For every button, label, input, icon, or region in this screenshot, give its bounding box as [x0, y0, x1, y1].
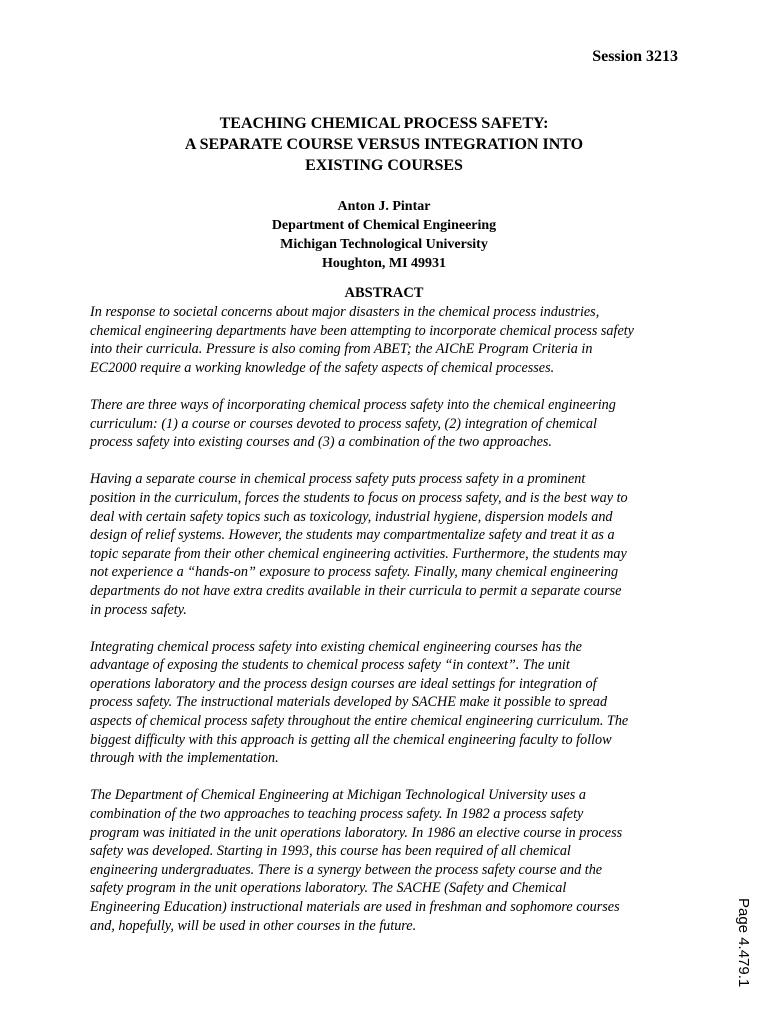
- abstract-line: program was initiated in the unit operations laboratory. In 1986 an elective course in process: [90, 824, 623, 841]
- title-line: A SEPARATE COURSE VERSUS INTEGRATION INTO: [184, 136, 584, 153]
- abstract-line: EC2000 require a working knowledge of the safety aspects of chemical processes.: [90, 359, 555, 376]
- abstract-line: The Department of Chemical Engineering at Michigan Technological University uses a: [90, 787, 586, 804]
- abstract-line: Having a separate course in chemical process safety puts process safety in a prominent: [90, 471, 586, 488]
- abstract-line: aspects of chemical process safety throughout the entire chemical engineering curriculum. The: [90, 713, 629, 730]
- abstract-line: There are three ways of incorporating chemical process safety into the chemical engineering: [90, 396, 616, 413]
- author-location: Houghton, MI 49931: [321, 256, 447, 271]
- abstract-line: into their curricula. Pressure is also coming from ABET; the AIChE Program Criteria in: [90, 341, 593, 358]
- author-department: Department of Chemical Engineering: [271, 218, 497, 233]
- paper-title: [90, 113, 678, 176]
- page-number: Page 4.479.1: [735, 898, 752, 988]
- abstract-line: not experience a “hands-on” exposure to process safety. Finally, many chemical engineering: [90, 564, 619, 581]
- abstract-paragraph: [90, 396, 690, 452]
- abstract-line: curriculum: (1) a course or courses devoted to process safety, (2) integration of chemical: [90, 415, 597, 432]
- abstract-paragraph: [90, 303, 690, 377]
- abstract-line: departments do not have extra credits available in their curricula to permit a separate course: [90, 582, 622, 599]
- abstract-line: process safety. The instructional materials developed by SACHE make it possible to spread: [90, 694, 608, 711]
- abstract-line: deal with certain safety topics such as toxicology, industrial hygiene, dispersion models and: [90, 508, 613, 525]
- title-line: TEACHING CHEMICAL PROCESS SAFETY:: [219, 115, 549, 132]
- abstract-body: [90, 303, 690, 935]
- abstract-line: advantage of exposing the students to chemical process safety “in context”. The unit: [90, 657, 570, 674]
- abstract-line: in process safety.: [90, 601, 187, 618]
- abstract-paragraph: [90, 470, 690, 619]
- author-university: Michigan Technological University: [280, 237, 488, 252]
- abstract-line: safety was developed. Starting in 1993, this course has been required of all chemical: [90, 843, 571, 860]
- abstract-line: process safety into existing courses and (3) a combination of the two approaches.: [90, 434, 552, 451]
- abstract-line: Engineering Education) instructional materials are used in freshman and sophomore courses: [90, 899, 620, 915]
- abstract-line: engineering undergraduates. There is a synergy between the process safety course and the: [90, 861, 603, 878]
- abstract-line: topic separate from their other chemical engineering activities. Furthermore, the students may: [90, 545, 627, 562]
- author-affiliation: [90, 197, 678, 273]
- abstract-line: safety program in the unit operations laboratory. The SACHE (Safety and Chemical: [90, 880, 567, 897]
- abstract-heading: ABSTRACT: [344, 285, 424, 301]
- session-number: Session 3213: [592, 48, 678, 65]
- abstract-line: biggest difficulty with this approach is getting all the chemical engineering faculty to follow: [90, 731, 612, 748]
- abstract-line: combination of the two approaches to teaching process safety. In 1982 a process safety: [90, 806, 584, 823]
- abstract-line: position in the curriculum, forces the students to focus on process safety, and is the best way to: [90, 489, 628, 506]
- abstract-line: chemical engineering departments have been attempting to incorporate chemical process safety: [90, 322, 634, 339]
- abstract-line: Integrating chemical process safety into existing chemical engineering courses has the: [90, 638, 582, 655]
- abstract-line: through with the implementation.: [90, 750, 279, 767]
- abstract-paragraph: [90, 638, 690, 768]
- abstract-line: and, hopefully, will be used in other courses in the future.: [90, 917, 417, 934]
- title-line: EXISTING COURSES: [305, 157, 463, 174]
- abstract-line: In response to societal concerns about major disasters in the chemical process industries,: [90, 304, 600, 320]
- abstract-line: design of relief systems. However, the students may compartmentalize safety and treat it as a: [90, 527, 615, 544]
- author-name: Anton J. Pintar: [337, 199, 431, 214]
- abstract-paragraph: [90, 786, 690, 935]
- abstract-line: operations laboratory and the process design courses are ideal settings for integration of: [90, 675, 597, 692]
